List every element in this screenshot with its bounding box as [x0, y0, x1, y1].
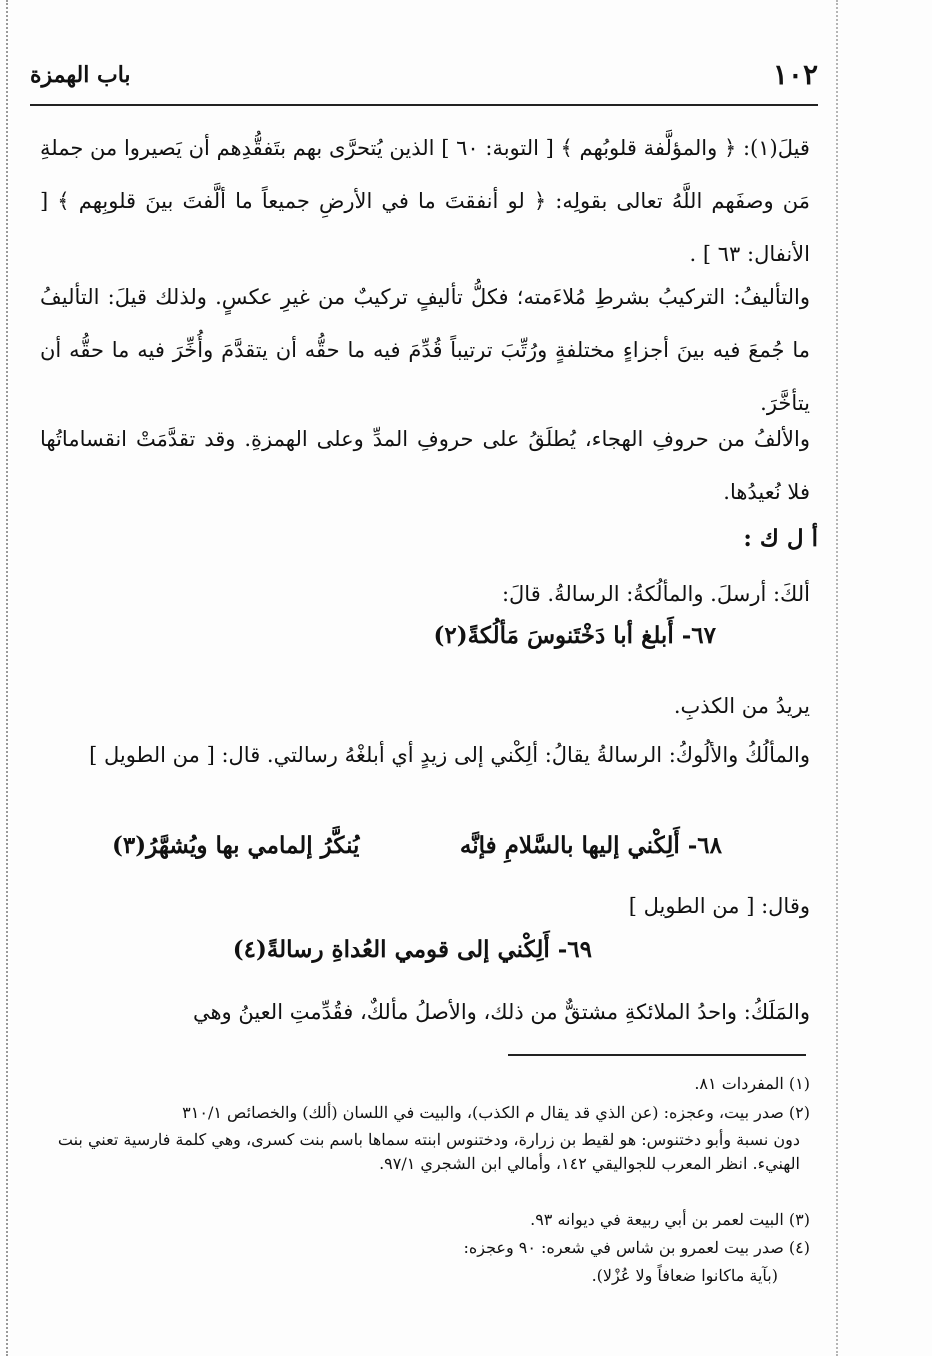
- header-rule: [30, 104, 818, 106]
- verse-67: ٦٧- أَبلغ أبا دَخْتَنوسَ مَألُكةً(٢): [433, 622, 716, 649]
- verse-68-second-hemistich: يُنكَّرُ إلمامي بها ويُشهَّرُ(٣): [112, 832, 360, 859]
- margin-dotted-line: [836, 0, 838, 1356]
- footnote: (٣) البيت لعمر بن أبي ربيعة في ديوانه ٩٣.: [530, 1210, 810, 1229]
- paragraph: والمَلَكُ: واحدُ الملائكةِ مشتقٌّ من ذلك، والأصلُ مألكٌ، فقُدِّمتِ العينُ وهي: [192, 1000, 810, 1024]
- page-header: [30, 58, 818, 98]
- paragraph: والألفُ من حروفِ الهجاء، يُطلَقُ على حروفِ المدِّ وعلى الهمزةِ. وقد تقدَّمَتْ انقساماتُها فلا نُعيدُها.: [40, 427, 810, 504]
- root-heading: أ ل ك :: [743, 525, 818, 552]
- page-number: ١٠٢: [772, 58, 818, 91]
- verse-69: ٦٩- أَلِكْني إلى قومي العُداةِ رسالةً(٤): [232, 936, 592, 963]
- footnote: (١) المفردات ٨١.: [694, 1074, 810, 1093]
- footnote: (٤) صدر بيت لعمرو بن شاس في شعره: ٩٠ وعجزه:: [463, 1238, 810, 1257]
- paragraph: ألكَ: أرسلَ. والمألُكةُ: الرسالةُ. قالَ:: [501, 582, 810, 606]
- running-head: باب الهمزة: [30, 62, 131, 88]
- footnote-verse: (بآية ماكانوا ضعافاً ولا عُزْلا).: [591, 1266, 778, 1285]
- margin-dotted-line: [6, 0, 8, 1356]
- paragraph: والمألُكُ والألُوكُ: الرسالةُ يقالُ: ألِكْني إلى زيدٍ أي أبلغْهُ رسالتي. قال: [ من الطويل ]: [89, 743, 810, 767]
- paragraph: وقال: [ من الطويل ]: [628, 894, 810, 918]
- paragraph: قيلَ(١): ﴿ والمؤلَّفة قلوبُهم ﴾ [ التوبة: ٦٠ ] الذين يُتحرَّى بهم بتَفقُّدِهم أن يَصيروا من جملةِ مَن وصفَهم اللَّهُ تعالى بقولِه: ﴿ لو أنفقتَ ما في الأرضِ جميعاً ما ألَّفتَ بينَ قلوبِهم ﴾ [ الأنفال: ٦٣ ] .: [40, 136, 810, 266]
- paragraph: والتأليفُ: التركيبُ بشرطِ مُلاءَمته؛ فكلُّ تأليفٍ تركيبٌ من غيرِ عكسٍ. ولذلك قيلَ: التأليفُ ما جُمعَ فيه بينَ أجزاءٍ مختلفةٍ ورُتِّبَ ترتيباً قُدِّمَ فيه ما حقُّه أن يتقدَّمَ وأُخِّرَ فيه ما حقُّه أن يتأخَّرَ.: [40, 285, 810, 415]
- footnote: (٢) صدر بيت، وعجزه: (عن الذي قد يقال م الكذب)، والبيت في اللسان (ألك) والخصائص ٣١٠/١: [182, 1103, 810, 1122]
- verse-68-first-hemistich: ٦٨- أَلِكْني إليها بالسَّلامِ فإنَّه: [459, 832, 722, 859]
- footnote-continuation: دون نسبة وأبو دختنوس: هو لقيط بن زرارة، ودختنوس ابنته سماها باسم بنت كسرى، وهي كلمة فارسية تعني بنت الهنيء. انظر المعرب للجواليقي ١٤٢، وأمالي ابن الشجري ٩٧/١.: [57, 1130, 800, 1173]
- paragraph: يريدُ من الكذبِ.: [673, 694, 810, 718]
- footnote-rule: [508, 1054, 806, 1056]
